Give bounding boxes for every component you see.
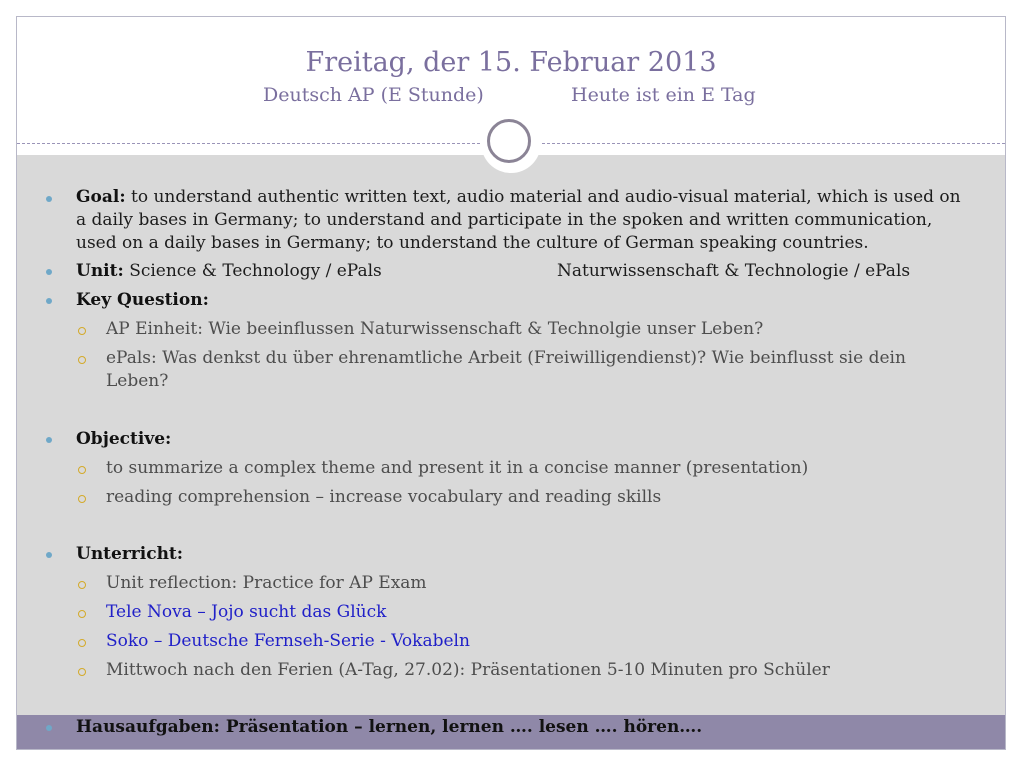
goal-text-3: used on a daily bases in Germany; to understand the culture of German speaking countries. <box>76 233 869 253</box>
bullet-ring-icon <box>78 610 86 618</box>
key-question-label: Key Question: <box>76 290 209 310</box>
bullet-ring-icon <box>78 356 86 364</box>
bullet-ring-icon <box>78 495 86 503</box>
unit-line <box>76 260 382 283</box>
objective-label: Objective: <box>76 429 172 449</box>
unit-label: Unit: <box>76 261 124 281</box>
goal-text-1: to understand authentic written text, audio material and audio-visual material, which is used on <box>131 187 961 207</box>
unit-german: Naturwissenschaft & Technologie / ePals <box>557 261 911 281</box>
bullet-dot-icon <box>46 298 52 304</box>
hausaufgaben-line <box>76 716 702 739</box>
bullet-dot-icon <box>46 552 52 558</box>
unterricht-link-soko[interactable]: Soko – Deutsche Fernseh-Serie - Vokabeln <box>106 631 470 651</box>
bullet-ring-icon <box>78 581 86 589</box>
objective-item-1: to summarize a complex theme and present it in a concise manner (presentation) <box>106 458 809 478</box>
bullet-dot-icon <box>46 269 52 275</box>
bullet-ring-icon <box>78 327 86 335</box>
bullet-ring-icon <box>78 466 86 474</box>
goal-label: Goal: <box>76 187 126 207</box>
goal-line-1 <box>76 186 961 209</box>
bullet-dot-icon <box>46 437 52 443</box>
key-question-item-1: AP Einheit: Wie beeinflussen Naturwissenschaft & Technolgie unser Leben? <box>106 319 764 339</box>
bullet-dot-icon <box>46 725 52 731</box>
subtitle-day: Heute ist ein E Tag <box>571 84 756 106</box>
slide-title: Freitag, der 15. Februar 2013 <box>305 47 717 78</box>
unterricht-item-4: Mittwoch nach den Ferien (A-Tag, 27.02): Präsentationen 5-10 Minuten pro Schüler <box>106 660 830 680</box>
key-question-item-2-cont: Leben? <box>106 371 169 391</box>
unterricht-line <box>76 543 183 566</box>
unterricht-label: Unterricht: <box>76 544 184 564</box>
circle-ornament-icon <box>487 119 531 163</box>
bullet-dot-icon <box>46 196 52 202</box>
subtitle-class: Deutsch AP (E Stunde) <box>263 84 484 106</box>
hausaufgaben-text: Hausaufgaben: Präsentation – lernen, lernen …. lesen …. hören…. <box>76 717 703 737</box>
objective-item-2: reading comprehension – increase vocabulary and reading skills <box>106 487 662 507</box>
objective-line <box>76 428 171 451</box>
key-question-item-2: ePals: Was denkst du über ehrenamtliche Arbeit (Freiwilligendienst)? Wie beinflusst sie dein <box>106 348 906 368</box>
unit-english: Science & Technology / ePals <box>129 261 382 281</box>
unterricht-item-1: Unit reflection: Practice for AP Exam <box>106 573 427 593</box>
bullet-ring-icon <box>78 639 86 647</box>
unterricht-link-tele-nova[interactable]: Tele Nova – Jojo sucht das Glück <box>106 602 387 622</box>
goal-text-2: a daily bases in Germany; to understand and participate in the spoken and written communication, <box>76 210 933 230</box>
key-question-line <box>76 289 209 312</box>
bullet-ring-icon <box>78 668 86 676</box>
slide <box>16 16 1006 750</box>
